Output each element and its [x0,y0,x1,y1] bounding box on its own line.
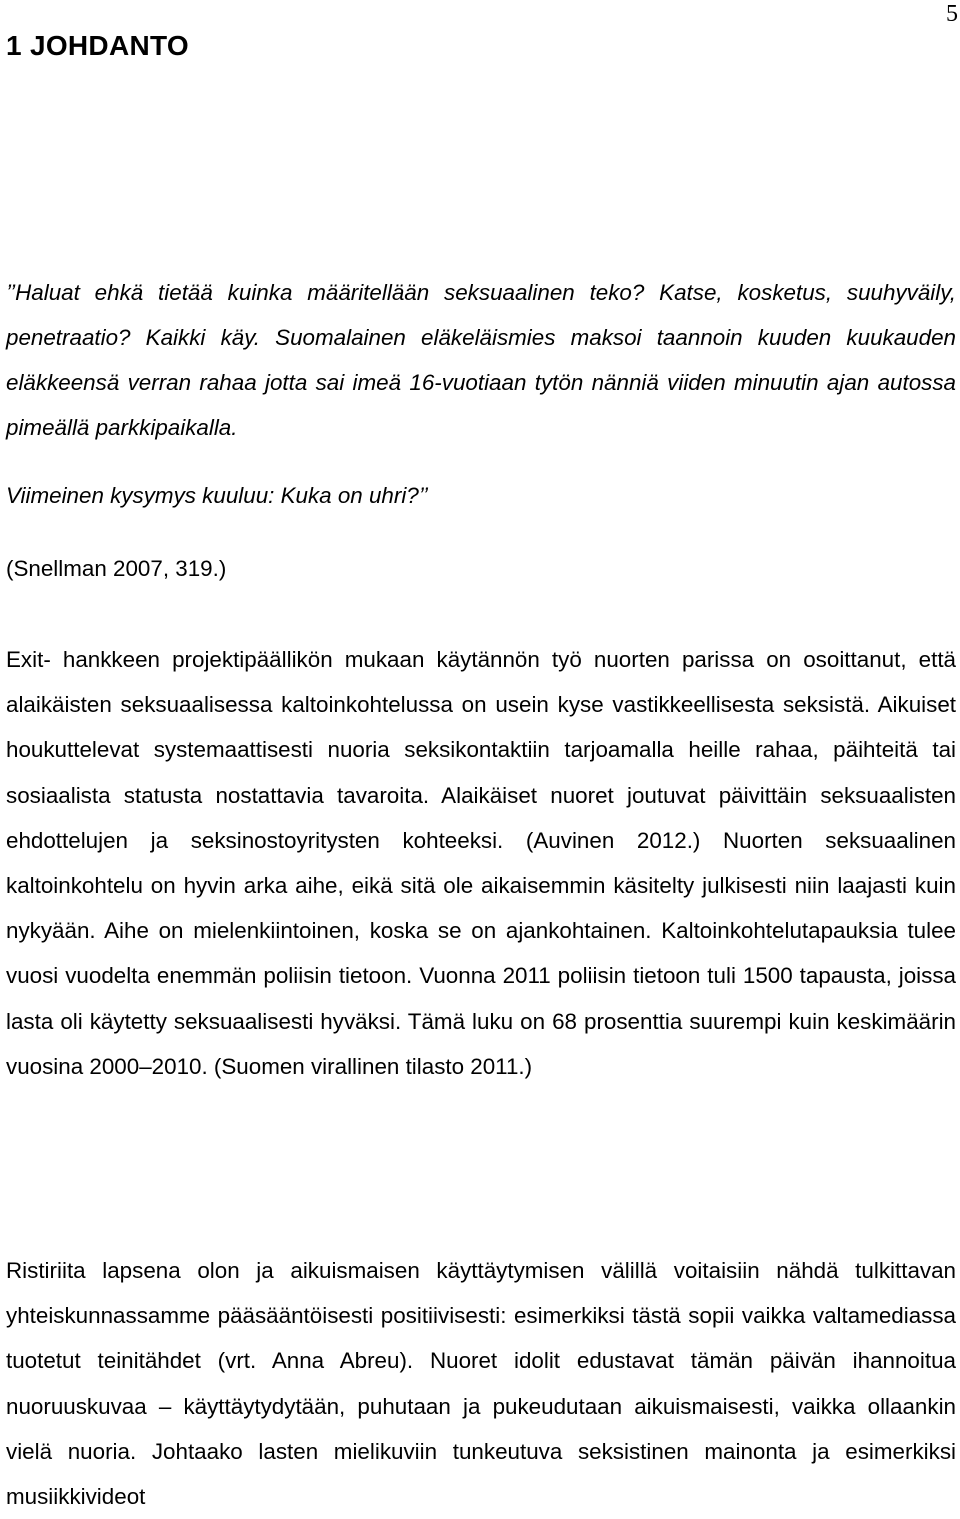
quote-closing-line: Viimeinen kysymys kuuluu: Kuka on uhri?’’ [6,483,428,508]
quote-paragraph: ’’Haluat ehkä tietää kuinka määritellään seksuaalinen teko? Katse, kosketus, suuhyväily, penetraatio? Kaikki käy. Suomalainen eläkeläismies maksoi taannoin kuuden kuukauden eläkkeensä verran rahaa jotta sai imeä 16-vuotiaan tytön nänniä viiden minuutin ajan autossa pimeällä parkkipaikalla. [6,280,956,440]
block-quote [6,270,956,518]
quote-citation: (Snellman 2007, 319.) [6,556,227,581]
body-paragraph: Exit- hankkeen projektipäällikön mukaan käytännön työ nuorten parissa on osoittanut, että alaikäisten seksuaalisessa kaltoinkohtelussa on usein kyse vastikkeellisesta seksistä. Aikuiset houkuttelevat systemaattisesti nuoria seksikontaktiin tarjoamalla heille rahaa, päihteitä tai sosiaalista statusta nostattavia tavaroita. Alaikäiset nuoret joutuvat päivittäin seksuaalisten ehdottelujen ja seksinostoyritysten kohteeksi. (Auvinen 2012.) Nuorten seksuaalinen kaltoinkohtelu on hyvin arka aihe, eikä sitä ole aikaisemmin käsitelty julkisesti niin laajasti kuin nykyään. Aihe on mielenkiintoinen, koska se on ajankohtainen. Kaltoinkohtelutapauksia tulee vuosi vuodelta enemmän poliisin tietoon. Vuonna 2011 poliisin tietoon tuli 1500 tapausta, joissa lasta oli käytetty seksuaalisesti hyväksi. Tämä luku on 68 prosenttia suurempi kuin keskimäärin vuosina 2000‒2010. (Suomen virallinen tilasto 2011.) [6,647,956,1079]
chapter-title: 1 JOHDANTO [6,30,189,61]
page-number: 5 [946,1,958,27]
body-paragraph: Ristiriita lapsena olon ja aikuismaisen käyttäytymisen välillä voitaisiin nähdä tulkittavan yhteiskunnassamme pääsääntöisesti positiivisesti: esimerkiksi tästä sopii vaikka valtamediassa tuotetut teinitähdet (vrt. Anna Abreu). Nuoret idolit edustavat tämän päivän ihannoitua nuoruuskuvaa ‒ käyttäytydytään, puhutaan ja pukeudutaan aikuismaisesti, vaikka ollaankin vielä nuoria. Johtaako lasten mielikuviin tunkeutuva seksistinen mainonta ja esimerkiksi musiikkivideot [6,1258,956,1510]
